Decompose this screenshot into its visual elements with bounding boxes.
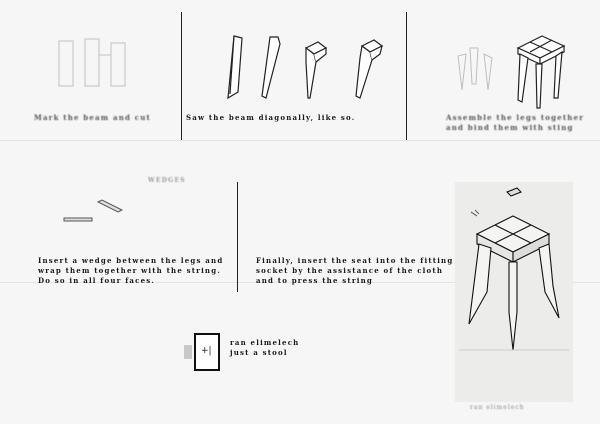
- wedges-header: WEDGES: [148, 177, 186, 184]
- caption-step-5-line-1: Finally, insert the seat into the fitting: [256, 256, 454, 265]
- designer-name: ran elimelech: [230, 338, 300, 347]
- caption-step-3-line-2: and bind them with sting: [446, 123, 574, 132]
- caption-step-4-line-3: Do so in all four faces.: [38, 276, 156, 285]
- product-title: just a stool: [230, 348, 288, 357]
- logo-text: +|: [201, 346, 212, 356]
- caption-step-3-line-1: Assemble the legs together: [446, 113, 585, 122]
- divider-1: [181, 12, 182, 140]
- photo-credit: ran elimelech: [470, 404, 525, 411]
- caption-step-4-line-1: Insert a wedge between the legs and: [38, 256, 224, 265]
- fold-line-top: [0, 140, 600, 141]
- logo-shadow: [184, 345, 192, 359]
- leg-sequence-icon: [222, 32, 402, 104]
- caption-step-5-line-3: and to press the string: [256, 276, 373, 285]
- logo-icon: [194, 333, 220, 371]
- wedge-icon: [60, 196, 130, 228]
- caption-step-5-line-2: socket by the assistance of the cloth: [256, 266, 444, 275]
- caption-step-2: Saw the beam diagonally, like so.: [186, 113, 356, 122]
- stool-photo: [455, 182, 573, 402]
- divider-2: [406, 12, 407, 140]
- divider-3: [237, 182, 238, 292]
- stool-assembly-icon: [448, 24, 588, 114]
- stool-photo-icon: [455, 182, 573, 402]
- caption-step-4-line-2: wrap them together with the string.: [38, 266, 221, 275]
- beam-pieces-icon: [55, 35, 145, 95]
- caption-step-1: Mark the beam and cut: [34, 113, 151, 122]
